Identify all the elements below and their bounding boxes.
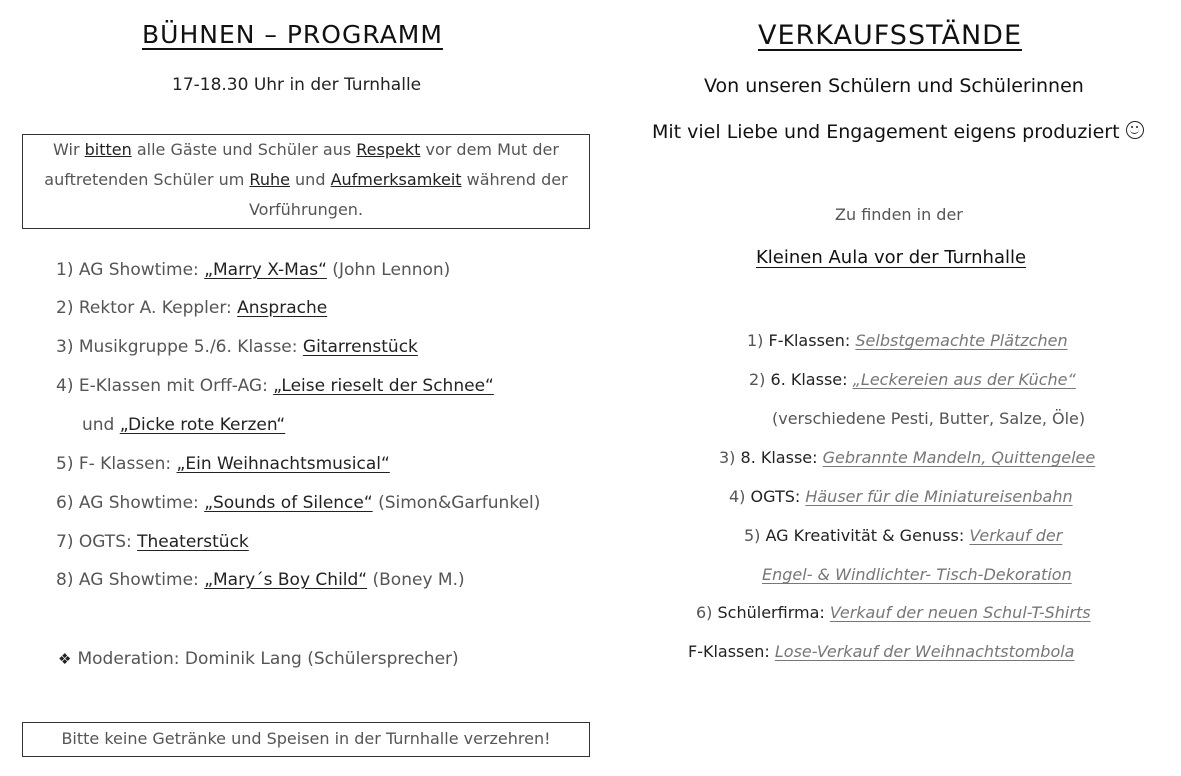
- program-item: 2) Rektor A. Keppler: Ansprache: [56, 298, 328, 318]
- stand-item: F-Klassen: Lose-Verkauf der Weihnachtstombola: [688, 642, 1075, 661]
- stand-item-detail: (verschiedene Pesti, Butter, Salze, Öle): [772, 409, 1086, 428]
- no-food-notice: Bitte keine Getränke und Speisen in der Turnhalle verzehren!: [22, 722, 590, 757]
- program-item: 7) OGTS: Theaterstück: [56, 532, 249, 552]
- program-time: 17-18.30 Uhr in der Turnhalle: [172, 75, 422, 95]
- smiley-icon: [1126, 121, 1144, 139]
- stand-item: 6) Schülerfirma: Verkauf der neuen Schul-T-Shirts: [696, 603, 1091, 622]
- stage-program-title: BÜHNEN – PROGRAMM: [142, 20, 443, 49]
- program-item: 1) AG Showtime: „Marry X-Mas“ (John Lennon): [56, 260, 451, 280]
- stand-item: 3) 8. Klasse: Gebrannte Mandeln, Quittengelee: [719, 448, 1096, 467]
- program-item: 8) AG Showtime: „Mary´s Boy Child“ (Boney M.): [56, 570, 465, 590]
- program-item: und „Dicke rote Kerzen“: [82, 415, 286, 435]
- program-item: 5) F- Klassen: „Ein Weihnachtsmusical“: [56, 454, 390, 474]
- stand-item: 2) 6. Klasse: „Leckereien aus der Küche“: [749, 370, 1076, 389]
- stand-item: 5) AG Kreativität & Genuss: Verkauf der: [744, 526, 1063, 545]
- sales-subtitle-1: Von unseren Schülern und Schülerinnen: [704, 75, 1084, 97]
- sales-stands-title: VERKAUFSSTÄNDE: [758, 20, 1023, 51]
- sales-subtitle-2: Mit viel Liebe und Engagement eigens produziert: [652, 121, 1144, 143]
- diamond-bullet-icon: ❖: [58, 650, 72, 668]
- stand-item: 1) F-Klassen: Selbstgemachte Plätzchen: [747, 331, 1068, 350]
- program-item: 4) E-Klassen mit Orff-AG: „Leise rieselt der Schnee“: [56, 376, 494, 396]
- stands-location: Kleinen Aula vor der Turnhalle: [756, 247, 1027, 268]
- respect-notice: Wir bitten alle Gäste und Schüler aus Respekt vor dem Mut der auftretenden Schüler um Ruhe und Aufmerksamkeit während der Vorführungen.: [22, 134, 590, 229]
- stand-item-detail: Engel- & Windlichter- Tisch-Dekoration: [762, 565, 1072, 584]
- find-label: Zu finden in der: [835, 205, 963, 224]
- stand-item: 4) OGTS: Häuser für die Miniatureisenbahn: [729, 487, 1073, 506]
- program-item: 6) AG Showtime: „Sounds of Silence“ (Simon&Garfunkel): [56, 493, 541, 513]
- moderation-line: ❖ Moderation: Dominik Lang (Schülersprecher): [58, 649, 459, 669]
- program-item: 3) Musikgruppe 5./6. Klasse: Gitarrenstück: [56, 337, 418, 357]
